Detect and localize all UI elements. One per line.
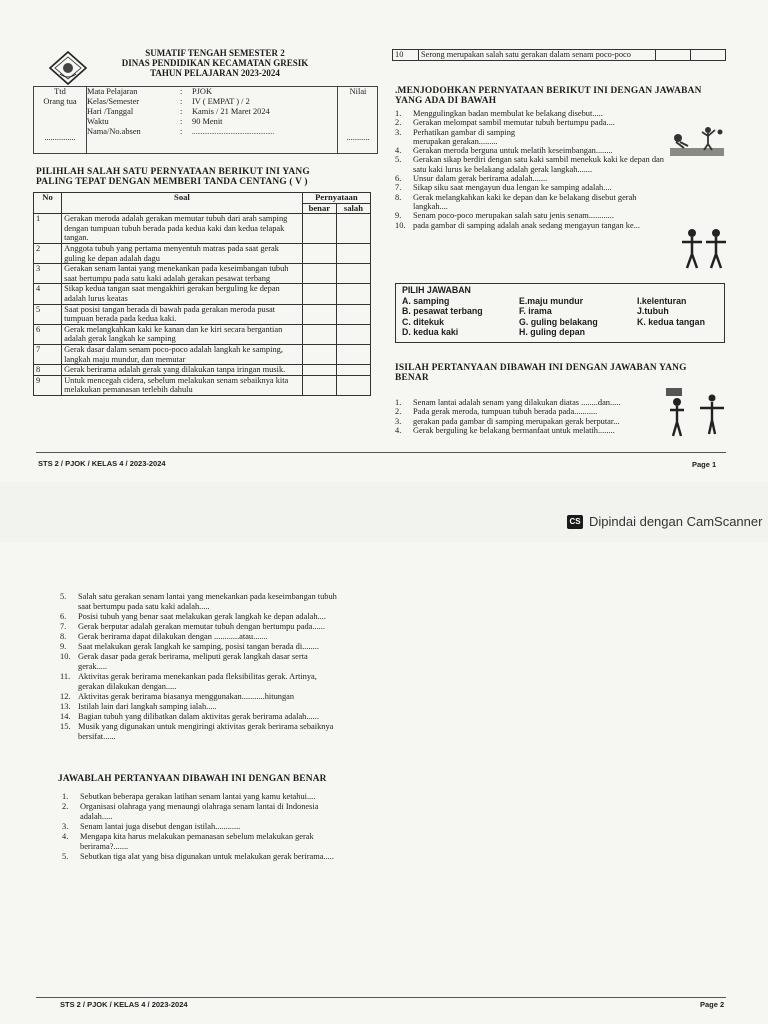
info-label: Kelas/Semester [87, 97, 140, 106]
list-item [395, 183, 723, 192]
item-number: 13. [60, 702, 71, 711]
answer-option [637, 327, 718, 338]
benar-checkbox[interactable] [302, 284, 336, 304]
benar-checkbox[interactable] [302, 243, 336, 263]
row-statement: Anggota tubuh yang pertama menyentuh matras pada saat gerak guling ke depan adalah dagu [62, 243, 303, 263]
info-row [87, 107, 367, 117]
list-item [60, 712, 390, 722]
item-number: 3. [395, 127, 402, 137]
item-number [60, 662, 78, 672]
item-text: Gerak dasar pada gerak berirama, meliputi gerak langkah dasar serta [78, 652, 308, 661]
item-number: 3. [62, 822, 69, 831]
scan-gap [0, 482, 768, 542]
footer-divider [36, 452, 726, 453]
item-text: Gerakan meroda berguna untuk melatih keseimbangan........ [413, 146, 613, 156]
score-line: ........... [346, 133, 370, 142]
row-number: 7 [34, 344, 62, 364]
answer-option: H. guling depan [519, 327, 585, 338]
item-number: 12. [60, 692, 71, 701]
row-number: 5 [34, 304, 62, 324]
item-number [395, 137, 413, 146]
item-number: 5. [395, 155, 402, 165]
list-item [60, 592, 390, 602]
list-item [395, 221, 723, 230]
page-2 [0, 542, 768, 1024]
benar-checkbox[interactable] [302, 324, 336, 344]
info-row [87, 87, 367, 97]
section2-title-line: .MENJODOHKAN PERNYATAAN BERIKUT INI DENGAN JAWABAN [395, 86, 702, 96]
row-number: 3 [34, 264, 62, 284]
list-item [395, 398, 665, 407]
item-text: Sebutkan beberapa gerakan latihan senam lantai yang kamu ketahui.... [80, 792, 316, 801]
header-line: TAHUN PELAJARAN 2023-2024 [150, 68, 280, 78]
school-emblem-icon [48, 50, 88, 86]
signature-line: ............... [44, 133, 76, 142]
info-label: Nama/No.absen [87, 127, 141, 136]
item-number: 14. [60, 712, 71, 721]
answer-choices-grid [402, 296, 718, 338]
benar-checkbox[interactable] [302, 264, 336, 284]
item-number: 1. [395, 398, 402, 407]
section3-title-line: BENAR [395, 373, 429, 383]
item-text: Gerakan melompat sambil memutar tubuh bertumpu pada.... [413, 118, 615, 128]
answer-option: K. kedua tangan [637, 316, 705, 327]
row-number: 6 [34, 324, 62, 344]
list-item [60, 682, 390, 692]
item-text: Menggulingkan badan membulat ke belakang disebut..... [413, 109, 603, 118]
item-number: 7. [395, 183, 402, 193]
table-row [393, 50, 726, 61]
info-sep: : [180, 127, 183, 136]
info-rows [87, 87, 367, 137]
section2-title [395, 86, 702, 106]
list-item [395, 202, 723, 211]
item-number: 8. [60, 632, 67, 641]
salah-checkbox[interactable] [336, 324, 370, 344]
camscanner-watermark [567, 514, 762, 529]
item-number: 9. [395, 211, 402, 221]
item-text: Organisasi olahraga yang menaungi olahraga senam lantai di Indonesia [80, 802, 319, 811]
salah-checkbox[interactable] [336, 304, 370, 324]
row-statement: Gerak berirama adalah gerak yang dilakukan tanpa iringan musik. [62, 365, 303, 376]
essay-list [62, 792, 382, 862]
item-number [62, 842, 80, 852]
section3-title-line: ISILAH PERTANYAAN DIBAWAH INI DENGAN JAWABAN YANG [395, 363, 687, 373]
section3-title [395, 363, 687, 383]
item-number: 1. [62, 792, 69, 801]
info-sep: : [180, 87, 183, 96]
answer-option: D. kedua kaki [402, 327, 459, 338]
info-label: Hari /Tanggal [87, 107, 134, 116]
answer-option: C. ditekuk [402, 316, 445, 327]
item-text: Gerakan sikap berdiri dengan satu kaki sambil menekuk kaki ke depan dan [413, 155, 664, 165]
item-text: pada gambar di samping adalah anak sedang mengayun tangan ke... [413, 220, 640, 230]
camscanner-label: Dipindai dengan CamScanner [589, 514, 763, 529]
table-header-row [34, 193, 371, 204]
list-item [62, 822, 382, 832]
score-cell [337, 87, 378, 153]
item-text: adalah..... [80, 812, 113, 821]
row-number: 10 [393, 50, 419, 61]
item-number: 6. [60, 612, 67, 621]
item-number [60, 682, 78, 692]
item-text: saat bertumpu pada satu kaki adalah..... [78, 602, 210, 611]
table-row [34, 324, 371, 344]
info-value: Kamis / 21 Maret 2024 [192, 107, 270, 116]
item-number: 1. [395, 109, 402, 118]
item-text: bersifat...... [78, 732, 116, 741]
info-sep: : [180, 97, 183, 106]
score-label: Nilai [349, 87, 367, 96]
item-text: Gerak berguling ke belakang bermanfaat untuk melatih........ [413, 425, 615, 435]
salah-checkbox[interactable] [336, 284, 370, 304]
item-number: 10. [60, 652, 71, 661]
item-text: gerak..... [78, 662, 108, 671]
answer-option: B. pesawat terbang [402, 306, 483, 317]
parent-label: Orang tua [43, 97, 77, 106]
list-item [395, 109, 723, 118]
col-soal: Soal [62, 193, 303, 214]
row-number: 2 [34, 243, 62, 263]
arm-swing-figures-illustration [680, 228, 730, 272]
list-item [62, 832, 382, 842]
benar-checkbox[interactable] [302, 214, 336, 244]
item-text: Senam lantai adalah senam yang dilakukan diatas ........dan..... [413, 398, 621, 407]
info-row [87, 117, 367, 127]
row-statement: Gerakan meroda adalah gerakan memutar tubuh dari arah samping dengan tumpuan tubuh berada pada kedua kaki dan kedua telapak tangan. [62, 214, 303, 244]
header-line: SUMATIF TENGAH SEMESTER 2 [145, 48, 285, 58]
answer-option: J.tubuh [637, 306, 669, 317]
item-number: 10. [395, 220, 406, 230]
item-number: 9. [60, 642, 67, 651]
item-number [60, 602, 78, 612]
answer-choices-box [395, 283, 725, 343]
row-statement: Saat posisi tangan berada di bawah pada gerakan meroda pusat tumpuan berada pada kedua kaki. [62, 304, 303, 324]
salah-checkbox[interactable] [336, 243, 370, 263]
salah-checkbox[interactable] [336, 264, 370, 284]
answer-option: A. samping [402, 295, 450, 306]
list-item [60, 662, 390, 672]
col-pernyataan: Pernyataan [302, 193, 370, 204]
answer-option: F. irama [519, 306, 552, 317]
col-no: No [34, 193, 62, 214]
true-false-table [33, 192, 371, 396]
item-text: Salah satu gerakan senam lantai yang menekankan pada keseimbangan tubuh [78, 592, 337, 601]
list-item [60, 732, 390, 742]
list-item [395, 417, 665, 426]
item-number: 5. [60, 592, 67, 601]
info-row [87, 97, 367, 107]
row-statement: Sikap kedua tangan saat mengakhiri gerakan berguling ke depan adalah lurus keatas [62, 284, 303, 304]
salah-checkbox[interactable] [336, 344, 370, 364]
item-text: Gerak berirama dapat dilakukan dengan ............atau....... [78, 632, 268, 641]
item-text: Senam lantai juga disebut dengan istilah............ [80, 822, 241, 831]
salah-checkbox[interactable] [691, 50, 726, 61]
item-number [395, 202, 413, 211]
item-text: gerakan pada gambar di samping merupakan gerak berputar... [413, 416, 620, 426]
footer-course-code: STS 2 / PJOK / KELAS 4 / 2023-2024 [38, 459, 166, 468]
student-info-box [33, 86, 378, 154]
info-value: PJOK [192, 87, 213, 96]
item-text: Gerak berputar adalah gerakan memutar tubuh dengan bertumpu pada...... [78, 622, 325, 631]
list-item [60, 722, 390, 732]
salah-checkbox[interactable] [336, 365, 370, 376]
list-item [395, 211, 723, 220]
ttd-label: Ttd [54, 87, 66, 96]
info-sep: : [180, 117, 183, 126]
rolling-figure-illustration [668, 124, 726, 158]
answer-option: E.maju mundur [519, 295, 584, 306]
item-number: 2. [395, 407, 402, 417]
item-text: Musik yang digunakan untuk mengiringi aktivitas gerak berirama sebaiknya [78, 722, 334, 731]
section1-title-line: PILIHLAH SALAH SATU PERNYATAAN BERIKUT INI YANG [36, 167, 310, 177]
item-number: 2. [395, 118, 402, 128]
benar-checkbox[interactable] [302, 344, 336, 364]
list-item [62, 792, 382, 802]
footer-course-code: STS 2 / PJOK / KELAS 4 / 2023-2024 [60, 1000, 188, 1009]
row-number: 4 [34, 284, 62, 304]
row-statement: Untuk mencegah cidera, sebelum melakukan senam sebaiknya kita melakukan pemanasan terlebih dahulu [62, 375, 303, 395]
page-1 [0, 0, 768, 482]
salah-checkbox[interactable] [336, 214, 370, 244]
list-item [395, 174, 723, 183]
item-number: 5. [62, 852, 69, 861]
item-text: merupakan gerakan......... [413, 136, 498, 146]
item-text: Sebutkan tiga alat yang bisa digunakan untuk melakukan gerak berirama..... [80, 852, 334, 861]
section1-title-line: PALING TEPAT DENGAN MEMBERI TANDA CENTANG ( V ) [36, 177, 308, 187]
list-item [62, 812, 382, 822]
item-text: Posisi tubuh yang benar saat melakukan gerak langkah ke depan adalah.... [78, 612, 326, 621]
row-statement: Gerak dasar dalam senam poco-poco adalah langkah ke samping, langkah maju mundur, dan memutar [62, 344, 303, 364]
list-item [395, 407, 665, 416]
table-row [34, 264, 371, 284]
item-number: 4. [62, 832, 69, 841]
item-text: Saat melakukan gerak langkah ke samping, posisi tangan berada di........ [78, 642, 319, 651]
parent-signature-cell [34, 87, 87, 153]
item-text: gerakan dilakukan dengan..... [78, 682, 177, 691]
section2-title-line: YANG ADA DI BAWAH [395, 96, 497, 106]
list-item [395, 193, 723, 202]
item-text: Aktivitas gerak berirama biasanya menggunakan...........hitungan [78, 692, 295, 701]
list-item [62, 842, 382, 852]
answer-option: G. guling belakang [519, 316, 598, 327]
list-item [60, 612, 390, 622]
benar-checkbox[interactable] [302, 375, 336, 395]
row-statement: Serong merupakan salah satu gerakan dalam senam poco-poco [418, 50, 655, 61]
item-text: berirama?....... [80, 842, 129, 851]
item-text: Unsur dalam gerak berirama adalah....... [413, 174, 548, 184]
benar-checkbox[interactable] [302, 304, 336, 324]
answer-option: I.kelenturan [637, 295, 687, 306]
answer-choices-title: PILIH JAWABAN [402, 285, 471, 295]
item-text: Istilah lain dari langkah samping ialah..... [78, 702, 217, 711]
list-item [60, 622, 390, 632]
list-item [60, 692, 390, 702]
row-statement: Gerak melangkahkan kaki ke kanan dan ke kiri secara bergantian adalah gerak langkah ke samping [62, 324, 303, 344]
row-number: 1 [34, 214, 62, 244]
footer-page-number: Page 2 [700, 1000, 725, 1009]
row-number: 9 [34, 375, 62, 395]
info-label: Mata Pelajaran [87, 87, 138, 96]
true-false-table-continued [392, 49, 726, 61]
item-text: Pada gerak meroda, tumpuan tubuh berada pada........... [413, 407, 598, 417]
list-item [60, 652, 390, 662]
item-text: langkah.... [413, 201, 448, 211]
item-text: Mengapa kita harus melakukan pemanasan sebelum melakukan gerak [80, 832, 314, 841]
table-row [34, 375, 371, 395]
exam-header [90, 48, 340, 78]
salah-checkbox[interactable] [336, 375, 370, 395]
footer-page-number: Page 1 [692, 460, 717, 469]
fill-in-list-continued [60, 592, 390, 742]
list-item [60, 702, 390, 712]
item-text: Senam poco-poco merupakan salah satu jenis senam............ [413, 211, 614, 221]
item-number [60, 732, 78, 742]
item-number [395, 165, 413, 174]
table-row [34, 284, 371, 304]
col-salah: salah [336, 203, 370, 214]
info-label: Waktu [87, 117, 109, 126]
list-item [60, 672, 390, 682]
list-item [395, 165, 723, 174]
item-number: 4. [395, 146, 402, 156]
item-text: Bagian tubuh yang dilibatkan dalam aktivitas gerak berirama adalah...... [78, 712, 319, 721]
gymnastics-figures-illustration [664, 384, 728, 440]
item-number: 6. [395, 174, 402, 184]
fill-in-list [395, 398, 665, 435]
row-statement: Gerakan senam lantai yang menekankan pada keseimbangan tubuh saat bertumpu pada satu kaki adalah gerakan pesawat terbang [62, 264, 303, 284]
header-line: DINAS PENDIDIKAN KECAMATAN GRESIK [121, 58, 309, 68]
footer-divider [36, 997, 726, 998]
list-item [60, 642, 390, 652]
item-number [62, 812, 80, 822]
table-row [34, 365, 371, 376]
section1-title [36, 167, 310, 187]
item-text: Sikap siku saat mengayun dua lengan ke samping adalah.... [413, 183, 612, 193]
info-row [87, 127, 367, 137]
item-number: 15. [60, 722, 71, 731]
list-item [60, 632, 390, 642]
table-row [34, 344, 371, 364]
list-item [62, 852, 382, 862]
info-value: IV ( EMPAT ) / 2 [192, 97, 250, 106]
camscanner-logo-icon: CS [567, 515, 583, 529]
list-item [395, 426, 665, 435]
item-number: 2. [62, 802, 69, 811]
info-value: 90 Menit [192, 117, 223, 126]
row-number: 8 [34, 365, 62, 376]
table-row [34, 304, 371, 324]
item-text: Aktivitas gerak berirama menekankan pada fleksibilitas gerak. Artinya, [78, 672, 317, 681]
item-number: 11. [60, 672, 71, 681]
section4-title: JAWABLAH PERTANYAAN DIBAWAH INI DENGAN BENAR [58, 774, 327, 784]
item-text: Perhatikan gambar di samping [413, 127, 516, 137]
item-text: satu kaki lurus ke belakang adalah gerak langkah....... [413, 164, 593, 174]
item-number: 7. [60, 622, 67, 631]
table-row [34, 214, 371, 244]
list-item [60, 602, 390, 612]
item-number: 4. [395, 425, 402, 435]
col-benar: benar [302, 203, 336, 214]
info-value: ............................................... [192, 128, 275, 136]
item-text: Gerak melangkahkan kaki ke depan dan ke belakang disebut gerah [413, 192, 637, 202]
info-sep: : [180, 107, 183, 116]
list-item [62, 802, 382, 812]
item-number: 3. [395, 416, 402, 426]
table-row [34, 243, 371, 263]
benar-checkbox[interactable] [302, 365, 336, 376]
benar-checkbox[interactable] [656, 50, 691, 61]
item-number: 8. [395, 192, 402, 202]
